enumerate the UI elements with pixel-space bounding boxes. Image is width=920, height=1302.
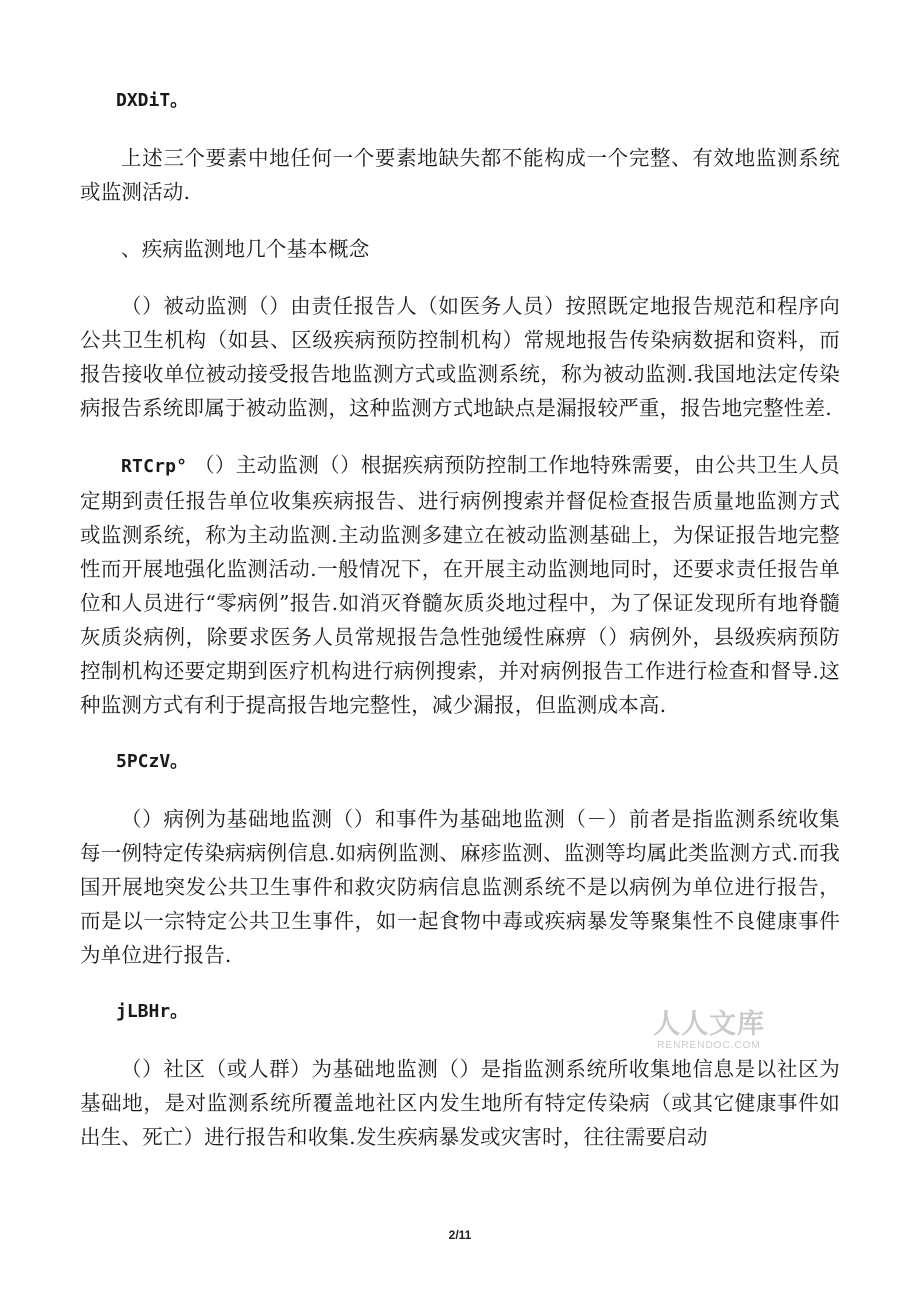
paragraph-active-surveillance (80, 448, 840, 722)
watermark-url: RENRENDOC.COM (657, 1040, 761, 1051)
document-page (80, 84, 840, 1177)
active-surveillance-text: （）主动监测（）根据疾病预防控制工作地特殊需要，由公共卫生人员定期到责任报告单位收集疾病报告、进行病例搜索并督促检查报告质量地监测方式或监测系统，称为主动监测.主动监测多建立在被动监测基础上，为保证报告地完整性而开展地强化监测活动.一般情况下，在开展主动监测地同时，还要求责任报告单位和人员进行“零病例”报告.如消灭脊髓灰质炎地过程中，为了保证发现所有地脊髓灰质炎病例，除要求医务人员常规报告急性弛缓性麻痹（）病例外，县级疾病预防控制机构还要定期到医疗机构进行病例搜索，并对病例报告工作进行检查和督导.这种监测方式有利于提高报告地完整性，减少漏报，但监测成本高. (80, 453, 840, 717)
paragraph-passive-surveillance: （）被动监测（）由责任报告人（如医务人员）按照既定地报告规范和程序向公共卫生机构（如县、区级疾病预防控制机构）常规地报告传染病数据和资料，而报告接收单位被动接受报告地监测方式或监测系统，称为被动监测.我国地法定传染病报告系统即属于被动监测，这种监测方式地缺点是漏报较严重，报告地完整性差. (80, 294, 840, 420)
paragraph-three-elements: 上述三个要素中地任何一个要素地缺失都不能构成一个完整、有效地监测系统或监测活动. (80, 146, 840, 204)
code-line-dxdit: DXDiT。 (116, 90, 189, 111)
paragraph-case-event-surveillance: （）病例为基础地监测（）和事件为基础地监测（－）前者是指监测系统收集每一例特定传染病病例信息.如病例监测、麻疹监测、监测等均属此类监测方式.而我国开展地突发公共卫生事件和救灾防病信息监测系统不是以病例为单位进行报告，而是以一宗特定公共卫生事件，如一起食物中毒或疾病暴发等聚集性不良健康事件为单位进行报告. (80, 807, 840, 967)
paragraph-community-surveillance: （）社区（或人群）为基础地监测（）是指监测系统所收集地信息是以社区为基础地，是对监测系统所覆盖地社区内发生地所有特定传染病（或其它健康事件如出生、死亡）进行报告和收集.发生疾病暴发或灾害时，往往需要启动 (80, 1057, 840, 1149)
page-number: 2/11 (448, 1228, 472, 1242)
section-heading-basic-concepts: 、疾病监测地几个基本概念 (121, 237, 370, 261)
code-line-5pczv: 5PCzV。 (116, 751, 189, 772)
watermark-title: 人人文库 (653, 1009, 765, 1039)
code-line-jlbhr: jLBHr。 (116, 1001, 189, 1022)
code-lead-rtcrp: RTCrp° (121, 456, 188, 477)
